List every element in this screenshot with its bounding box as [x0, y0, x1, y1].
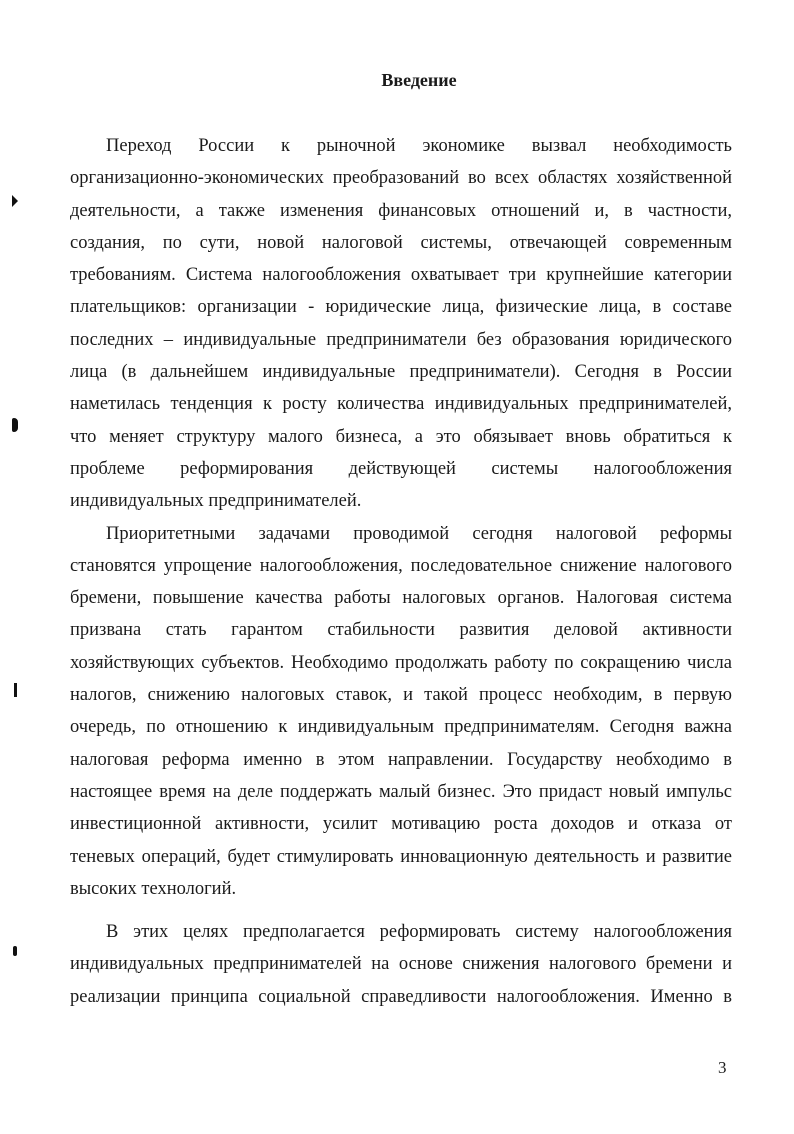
text-line: создания, по сути, новой налоговой системы, отвечающей современным: [70, 232, 732, 253]
text-line: Переход России к рыночной экономике вызвал необходимость: [106, 136, 732, 156]
text-line: проблеме реформирования действующей системы налогообложения: [70, 458, 732, 479]
paragraph: [70, 518, 732, 906]
page-number: 3: [718, 1058, 727, 1077]
margin-mark: [12, 195, 18, 207]
text-line: организационно-экономических преобразований во всех областях хозяйственной: [70, 168, 732, 189]
text-line: налогов, снижению налоговых ставок, и такой процесс необходим, в первую: [70, 685, 732, 706]
text-line: плательщиков: организации - юридические лица, физические лица, в составе: [70, 297, 732, 318]
text-line: призвана стать гарантом стабильности развития деловой активности: [70, 620, 732, 641]
text-line: наметилась тенденция к росту количества индивидуальных предпринимателей,: [70, 394, 732, 415]
text-line: индивидуальных предпринимателей.: [70, 491, 362, 512]
text-line: высоких технологий.: [70, 878, 237, 899]
text-line: В этих целях предполагается реформировать систему налогообложения: [106, 922, 732, 943]
section-heading: Введение: [381, 70, 457, 90]
text-line: теневых операций, будет стимулировать инновационную деятельность и развитие: [70, 846, 732, 867]
text-line: деятельности, а также изменения финансовых отношений и, в частности,: [70, 200, 732, 221]
text-line: настоящее время на деле поддержать малый бизнес. Это придаст новый импульс: [70, 781, 732, 802]
text-line: реализации принципа социальной справедливости налогообложения. Именно в: [70, 986, 732, 1007]
text-line: лица (в дальнейшем индивидуальные предприниматели). Сегодня в России: [70, 362, 732, 383]
paragraph: [70, 916, 732, 1013]
text-line: требованиям. Система налогообложения охватывает три крупнейшие категории: [70, 265, 732, 286]
margin-mark: [13, 946, 17, 956]
paragraph: [70, 130, 732, 518]
text-line: последних – индивидуальные предприниматели без образования юридического: [70, 329, 732, 350]
text-line: что меняет структуру малого бизнеса, а это обязывает вновь обратиться к: [70, 426, 732, 447]
text-line: хозяйствующих субъектов. Необходимо продолжать работу по сокращению числа: [70, 652, 732, 673]
text-line: инвестиционной активности, усилит мотивацию роста доходов и отказа от: [70, 814, 732, 835]
margin-mark: [12, 418, 18, 432]
text-line: индивидуальных предпринимателей на основе снижения налогового бремени и: [70, 954, 732, 975]
text-line: Приоритетными задачами проводимой сегодня налоговой реформы: [106, 523, 732, 544]
body-text: [70, 130, 732, 1013]
text-line: очередь, по отношению к индивидуальным предпринимателям. Сегодня важна: [70, 717, 732, 738]
margin-mark: [14, 683, 17, 697]
text-line: бремени, повышение качества работы налоговых органов. Налоговая система: [70, 588, 732, 609]
text-line: налоговая реформа именно в этом направлении. Государству необходимо в: [70, 749, 732, 770]
text-line: становятся упрощение налогообложения, последовательное снижение налогового: [70, 555, 732, 576]
